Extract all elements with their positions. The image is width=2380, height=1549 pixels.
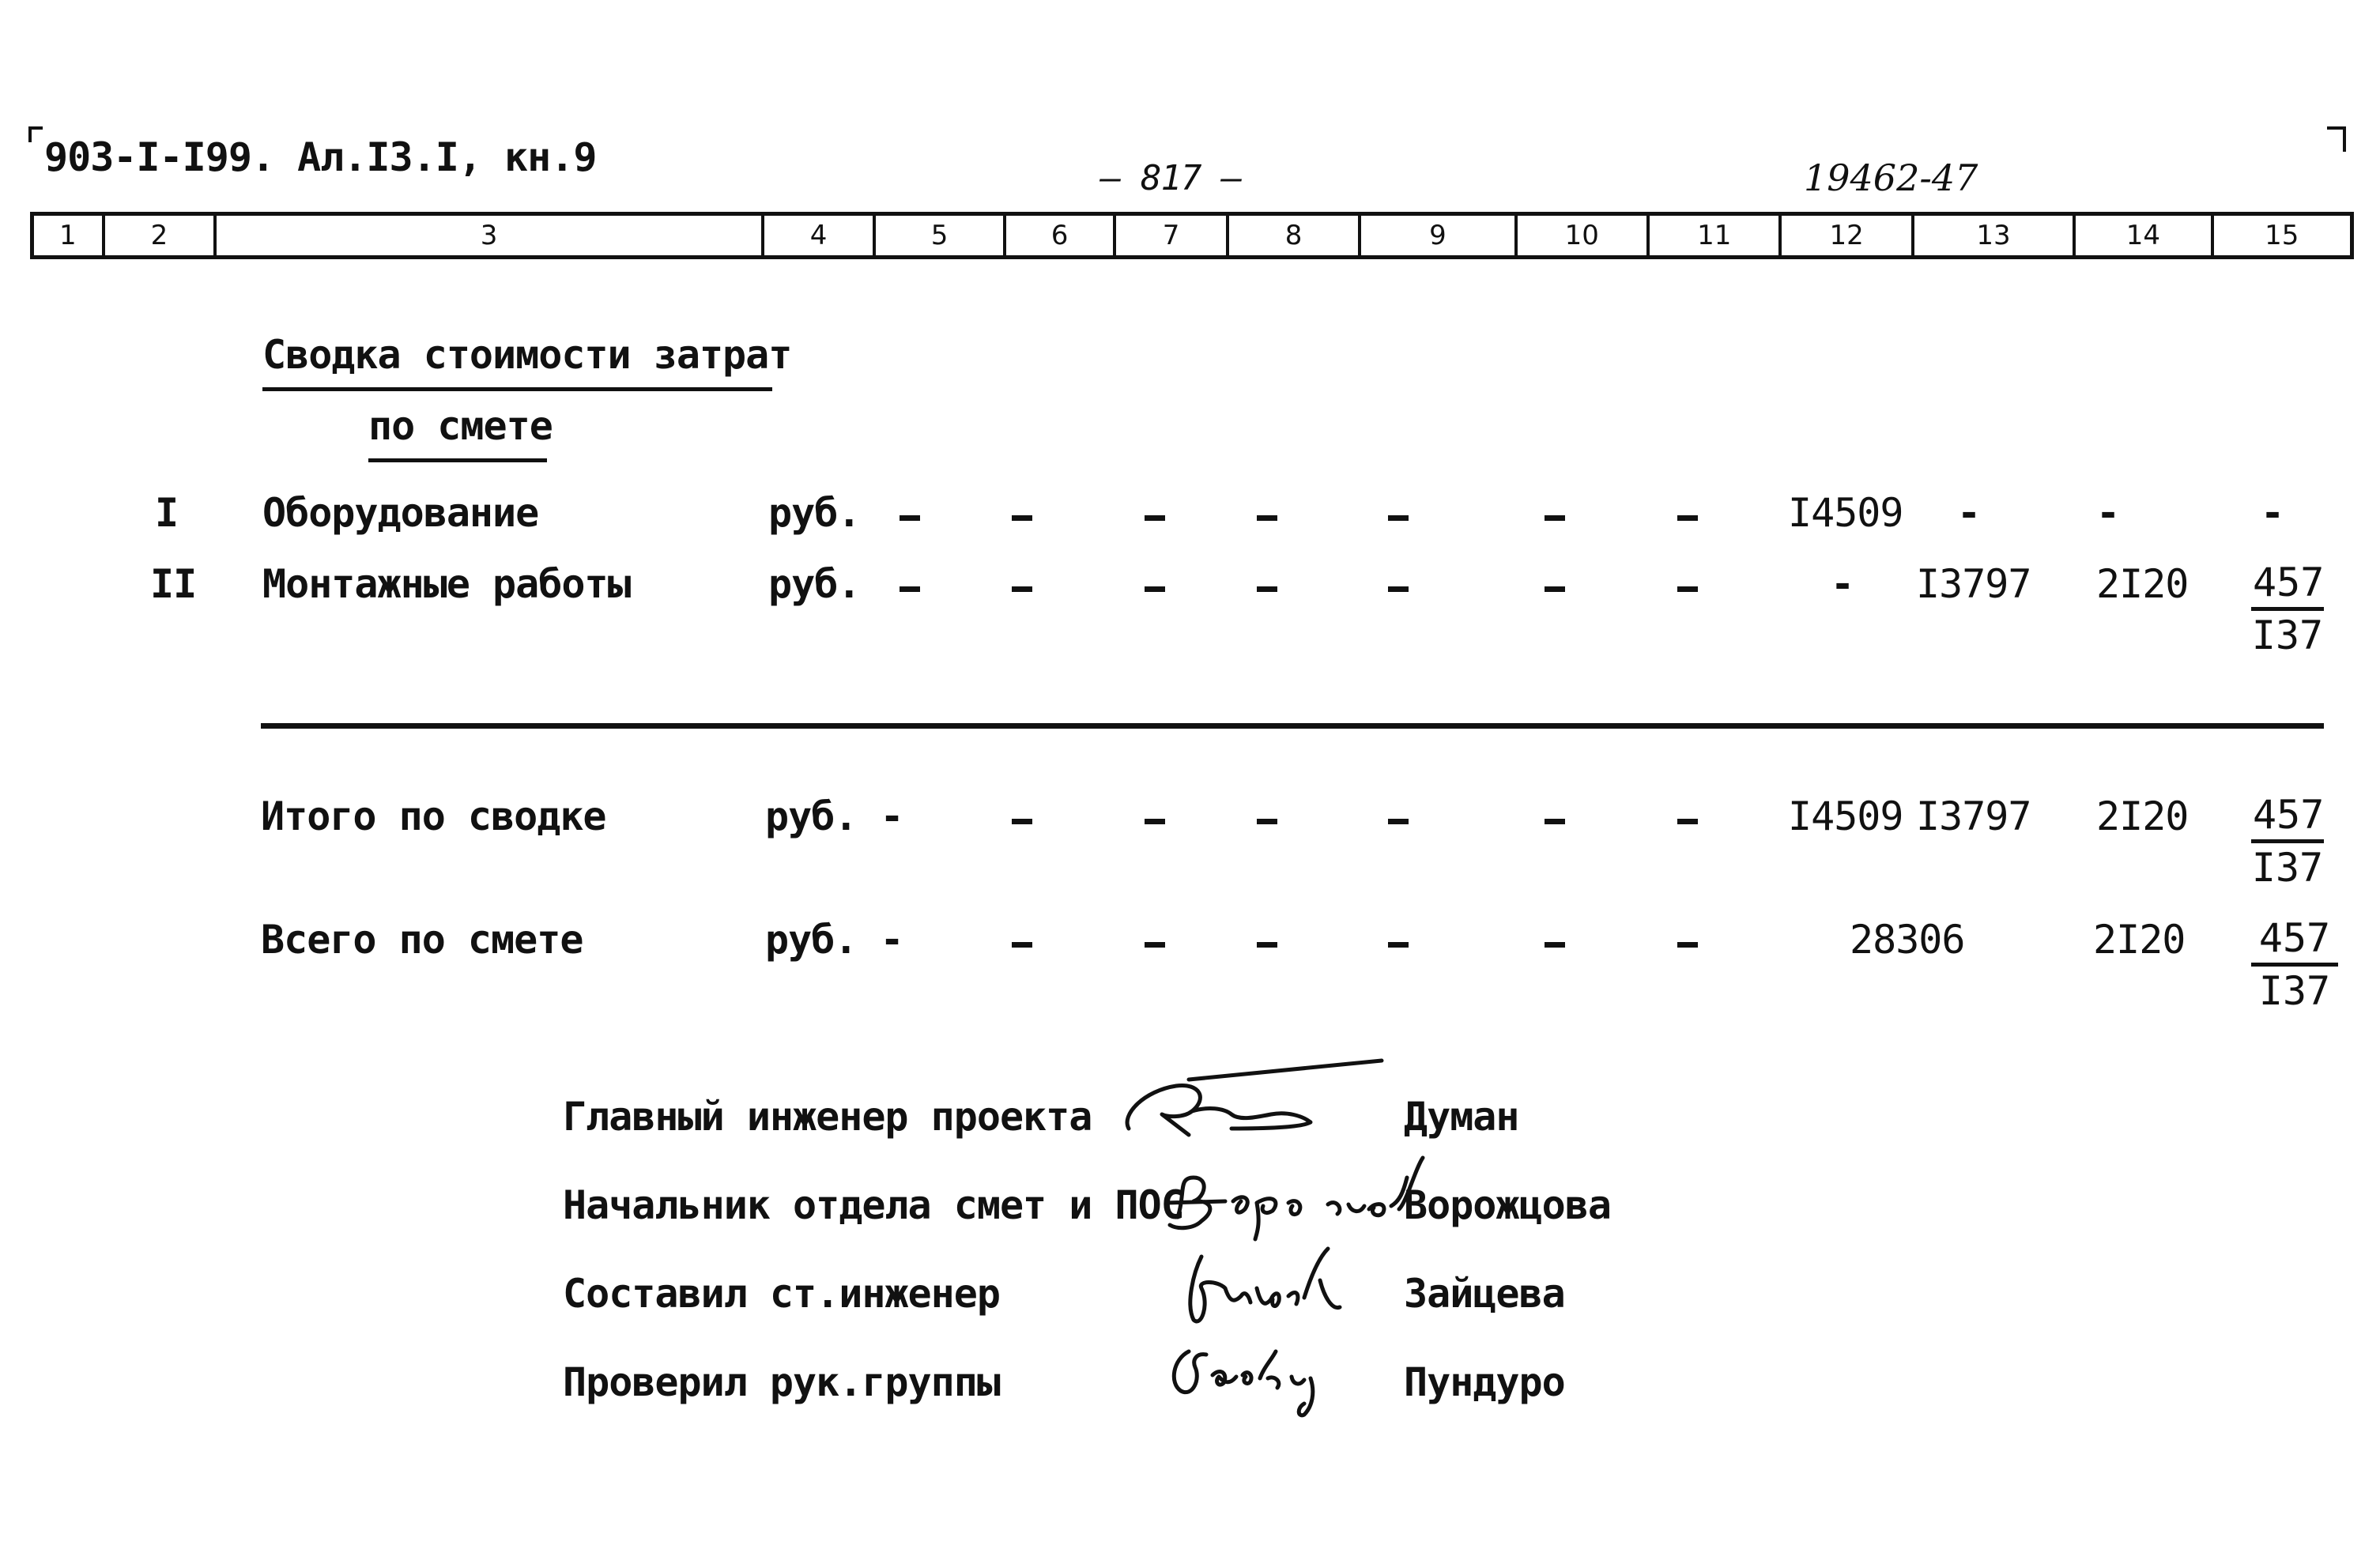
col-num: 11	[1650, 216, 1782, 255]
col-num: 5	[876, 216, 1005, 255]
empty-cell-dash	[1012, 586, 1032, 592]
fraction-numerator: 457	[2251, 914, 2338, 967]
empty-cell-dash	[1257, 586, 1277, 592]
col-num: 6	[1006, 216, 1117, 255]
empty-cell-dash	[900, 586, 920, 592]
col-num: 2	[105, 216, 217, 255]
col-num: 3	[217, 216, 764, 255]
col-num: 15	[2265, 220, 2299, 251]
total-unit: руб. -	[765, 793, 903, 839]
col-num: 10	[1518, 216, 1650, 255]
row-number: I	[155, 490, 179, 536]
col-num: 13	[1914, 216, 2076, 255]
handwritten-signature	[1165, 1336, 1371, 1423]
empty-cell-dash	[1145, 515, 1165, 521]
signature-role: Начальник отдела смет и ПОС	[563, 1182, 1184, 1228]
page-number: — 817 —	[1100, 158, 1242, 198]
cell-col15-fraction	[2251, 914, 2338, 1016]
cell-col14: -	[2096, 490, 2120, 536]
fraction-numerator: 457	[2251, 790, 2324, 843]
empty-cell-dash	[1677, 586, 1698, 592]
signature-role: Главный инженер проекта	[563, 1094, 1092, 1140]
empty-cell-dash	[900, 515, 920, 521]
empty-cell-dash	[1677, 819, 1698, 824]
empty-cell-dash	[1145, 586, 1165, 592]
cell-col15-fraction	[2251, 558, 2324, 660]
cell-col12: -	[1831, 561, 1854, 607]
col-num: 9	[1361, 216, 1517, 255]
total-name: Всего по смете	[261, 917, 583, 963]
fraction-numerator: 457	[2251, 558, 2324, 611]
handwritten-signature	[1113, 1059, 1397, 1146]
total-name: Итого по сводке	[261, 793, 606, 839]
empty-cell-dash	[1012, 819, 1032, 824]
corner-mark-right	[2327, 126, 2346, 152]
row-unit: руб.	[768, 561, 861, 607]
signature-name: Зайцева	[1404, 1271, 1565, 1317]
empty-cell-dash	[1145, 942, 1165, 948]
summary-subtitle: по смете	[368, 403, 553, 449]
row-name: Монтажные работы	[262, 561, 631, 607]
fraction-denominator: I37	[2251, 612, 2324, 658]
signature-role: Проверил рук.группы	[563, 1359, 1000, 1405]
row-unit: руб.	[768, 490, 861, 536]
cell-col13: I3797	[1916, 793, 2031, 839]
signature-name: Ворожцова	[1404, 1182, 1611, 1228]
row-name: Оборудование	[262, 490, 539, 536]
empty-cell-dash	[1677, 515, 1698, 521]
cell-col14: 2I20	[2093, 917, 2186, 963]
cell-col13: -	[1957, 490, 1981, 536]
empty-cell-dash	[1388, 515, 1409, 521]
cell-col12: I4509	[1788, 490, 1903, 536]
column-number-header	[30, 212, 2354, 259]
doc-reference: 903-I-I99. Ал.I3.I, кн.9	[44, 134, 597, 180]
col-num: 8	[1229, 216, 1361, 255]
empty-cell-dash	[1257, 942, 1277, 948]
empty-cell-dash	[1545, 819, 1565, 824]
fraction-denominator: I37	[2258, 968, 2331, 1014]
handwritten-signature	[1162, 1154, 1431, 1241]
cell-col12-13: 28306	[1850, 917, 1965, 963]
empty-cell-dash	[1257, 515, 1277, 521]
cell-col15-fraction	[2251, 790, 2324, 892]
subtitle-underline	[368, 458, 547, 462]
empty-cell-dash	[1388, 586, 1409, 592]
inventory-number: 19462-47	[1804, 156, 1978, 199]
col-num: 12	[1782, 216, 1914, 255]
cell-col14: 2I20	[2096, 793, 2189, 839]
empty-cell-dash	[1677, 942, 1698, 948]
col-num: 7	[1116, 216, 1229, 255]
empty-cell-dash	[1388, 819, 1409, 824]
empty-cell-dash	[1545, 942, 1565, 948]
empty-cell-dash	[1012, 515, 1032, 521]
cell-col13: I3797	[1916, 561, 2031, 607]
col-num: 14	[2076, 216, 2213, 255]
empty-cell-dash	[1545, 586, 1565, 592]
summary-title: Сводка стоимости затрат	[262, 332, 792, 378]
corner-mark-left	[28, 126, 43, 142]
empty-cell-dash	[1257, 819, 1277, 824]
col-num: 1	[34, 216, 105, 255]
cell-col15: -	[2261, 490, 2284, 536]
empty-cell-dash	[1388, 942, 1409, 948]
signature-role: Составил ст.инженер	[563, 1271, 1000, 1317]
col-num: 4	[764, 216, 877, 255]
handwritten-signature	[1170, 1241, 1360, 1336]
signature-name: Пундуро	[1404, 1359, 1565, 1405]
empty-cell-dash	[1545, 515, 1565, 521]
fraction-denominator: I37	[2251, 845, 2324, 891]
row-number: II	[150, 561, 197, 607]
empty-cell-dash	[1012, 942, 1032, 948]
totals-separator	[261, 723, 2324, 729]
title-underline	[262, 387, 772, 391]
cell-col12: I4509	[1788, 793, 1903, 839]
empty-cell-dash	[1145, 819, 1165, 824]
total-unit: руб. -	[765, 917, 903, 963]
signature-name: Думан	[1404, 1094, 1519, 1140]
cell-col14: 2I20	[2096, 561, 2189, 607]
